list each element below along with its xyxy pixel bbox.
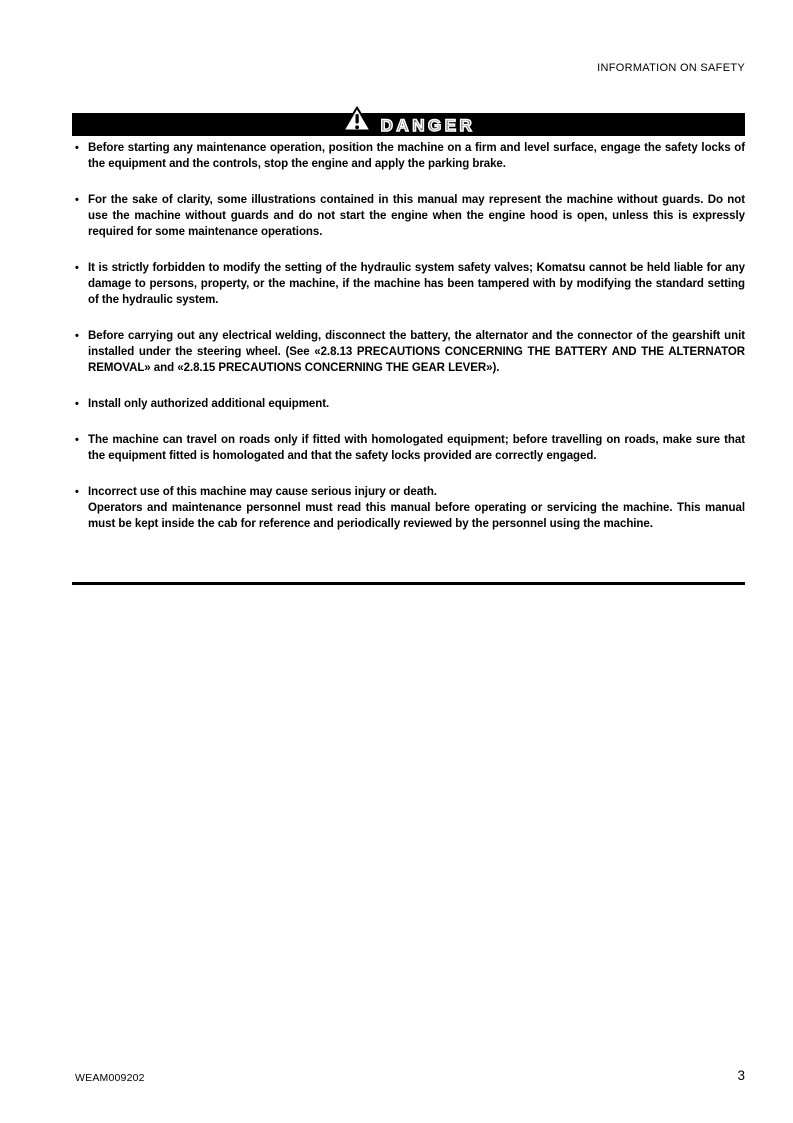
bullet-line: The machine can travel on roads only if fitted with homologated equipment; before travelling on roads, make sure that the equipment fitted is homologated and that the safety locks provided are correctly engaged. bbox=[88, 434, 745, 462]
page-number: 3 bbox=[737, 1068, 745, 1083]
bullet-line: It is strictly forbidden to modify the setting of the hydraulic system safety valves; Komatsu cannot be held liable for any damage to persons, property, or the machine, if the machine has been tampered with by modifying the standard setting of the hydraulic system. bbox=[88, 262, 745, 306]
warning-triangle-icon bbox=[342, 105, 372, 133]
bullet-text bbox=[88, 484, 745, 532]
bullet-line: Install only authorized additional equipment. bbox=[88, 398, 330, 410]
bullet-text bbox=[88, 260, 745, 308]
bullet-line: Operators and maintenance personnel must read this manual before operating or servicing the machine. This manual must be kept inside the cab for reference and periodically reviewed by the personnel using the machine. bbox=[88, 502, 745, 530]
document-code: WEAM009202 bbox=[75, 1072, 145, 1084]
list-item bbox=[75, 192, 745, 240]
bullet-icon: • bbox=[75, 330, 79, 342]
page-header: INFORMATION ON SAFETY bbox=[597, 62, 745, 74]
bullet-line: Before carrying out any electrical welding, disconnect the battery, the alternator and the connector of the gearshift unit installed under the steering wheel. (See «2.8.13 PRECAUTIONS CONCERNING THE BATTERY AND THE ALTERNATOR REMOVAL» and «2.8.15 PRECAUTIONS CONCERNING THE GEAR LEVER»). bbox=[88, 330, 745, 374]
bullet-icon: • bbox=[75, 194, 79, 206]
safety-bullet-list bbox=[75, 140, 745, 552]
bullet-icon: • bbox=[75, 262, 79, 274]
list-item bbox=[75, 484, 745, 532]
bullet-icon: • bbox=[75, 398, 79, 410]
bullet-icon: • bbox=[75, 434, 79, 446]
list-item bbox=[75, 396, 745, 412]
bullet-line: For the sake of clarity, some illustrations contained in this manual may represent the machine without guards. Do not use the machine without guards and do not start the engine when the engine hood is open, unless this is expressly required for some maintenance operations. bbox=[88, 194, 745, 238]
bullet-text bbox=[88, 432, 745, 464]
bullet-icon: • bbox=[75, 486, 79, 498]
bullet-text bbox=[88, 140, 745, 172]
list-item bbox=[75, 432, 745, 464]
list-item bbox=[75, 328, 745, 376]
bullet-line: Before starting any maintenance operation, position the machine on a firm and level surface, engage the safety locks of the equipment and the controls, stop the engine and apply the parking brake. bbox=[88, 142, 745, 170]
section-divider bbox=[72, 582, 745, 585]
danger-banner-label: DANGER bbox=[380, 115, 476, 135]
list-item bbox=[75, 140, 745, 172]
bullet-line: Incorrect use of this machine may cause serious injury or death. bbox=[88, 486, 437, 498]
danger-banner bbox=[72, 113, 745, 136]
bullet-text bbox=[88, 192, 745, 240]
bullet-text bbox=[88, 396, 745, 412]
list-item bbox=[75, 260, 745, 308]
bullet-text bbox=[88, 328, 745, 376]
bullet-icon: • bbox=[75, 142, 79, 154]
